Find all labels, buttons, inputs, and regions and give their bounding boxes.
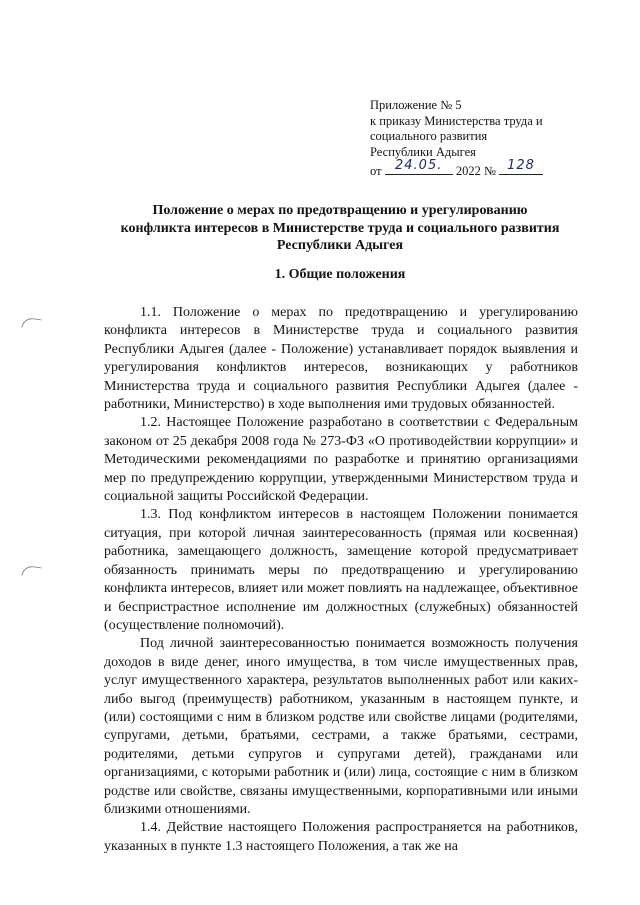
document-body — [104, 304, 578, 856]
title-line: Положение о мерах по предотвращению и урегулированию — [152, 203, 528, 218]
title-line: конфликта интересов в Министерстве труда и социального развития — [120, 220, 560, 236]
order-date-line — [370, 160, 600, 180]
handwritten-number: 128 — [507, 158, 535, 173]
date-field — [385, 160, 453, 175]
document-title — [100, 202, 580, 255]
section-heading: 1. Общие положения — [274, 267, 406, 282]
binding-mark — [21, 317, 41, 331]
order-reference: к приказу Министерства труда и — [370, 113, 543, 128]
number-field — [499, 160, 543, 175]
paragraph-1-4: 1.4. Действие настоящего Положения распространяется на работников, указанных в пункте 1.3 настоящего Положения, а так же на — [104, 820, 578, 854]
paragraph-personal-interest: Под личной заинтересованностью понимается возможность получения доходов в виде денег, иного имущества, в том числе имущественных прав, услуг имущественного характера, результатов выполненных работ или каких-либо выгод (преимуществ) работником, указанным в настоящем пункте, и (или) состоящими с ним в близком родстве или свойстве лицами (родителями, супругами, детьми, братьями, сестрами, а также братьями, сестрами, родителями, детьми супругов и супругами детей), гражданами или организациями, с которыми работник и (или) лица, состоящие с ним в близком родстве или свойстве, связаны имущественными, корпоративными или иными близкими отношениями. — [104, 636, 578, 817]
title-line: Республики Адыгея — [276, 238, 404, 253]
republic-name: Республики Адыгея — [370, 144, 476, 159]
handwritten-date: 24.05. — [395, 158, 443, 173]
paragraph-1-1: 1.1. Положение о мерах по предотвращению и урегулированию конфликта интересов в Министерстве труда и социального развития Республики Адыгея (далее - Положение) устанавливает порядок выявления и урегулирования конфликтов интересов, возникающих у работников Министерства труда и социального развития Республики Адыгея (далее - работники, Министерство) в ходе выполнения ими трудовых обязанностей. — [104, 305, 578, 413]
appendix-number: Приложение № 5 — [370, 98, 462, 112]
date-prefix: от — [370, 164, 382, 178]
year-and-number-label: 2022 № — [455, 164, 496, 178]
paragraph-1-2: 1.2. Настоящее Положение разработано в соответствии с Федеральным законом от 25 декабря 2008 года № 273-ФЗ «О противодействии коррупции» и Методическими рекомендациями по разработке и принятию организациями мер по предупреждению коррупции, утвержденными Министерством труда и социальной защиты Российской Федерации. — [104, 415, 578, 505]
appendix-header — [370, 98, 600, 180]
ministry-name: социального развития — [370, 129, 488, 143]
paragraph-1-3: 1.3. Под конфликтом интересов в настоящем Положении понимается ситуация, при которой личная заинтересованность (прямая или косвенная) работника, замещающего должность, замещение которой предусматривает обязанность принимать меры по предотвращению и урегулированию конфликта интересов, влияет или может повлиять на надлежащее, объективное и беспристрастное исполнение им должностных (служебных) обязанностей (осуществление полномочий). — [104, 507, 578, 633]
binding-mark — [21, 565, 41, 579]
